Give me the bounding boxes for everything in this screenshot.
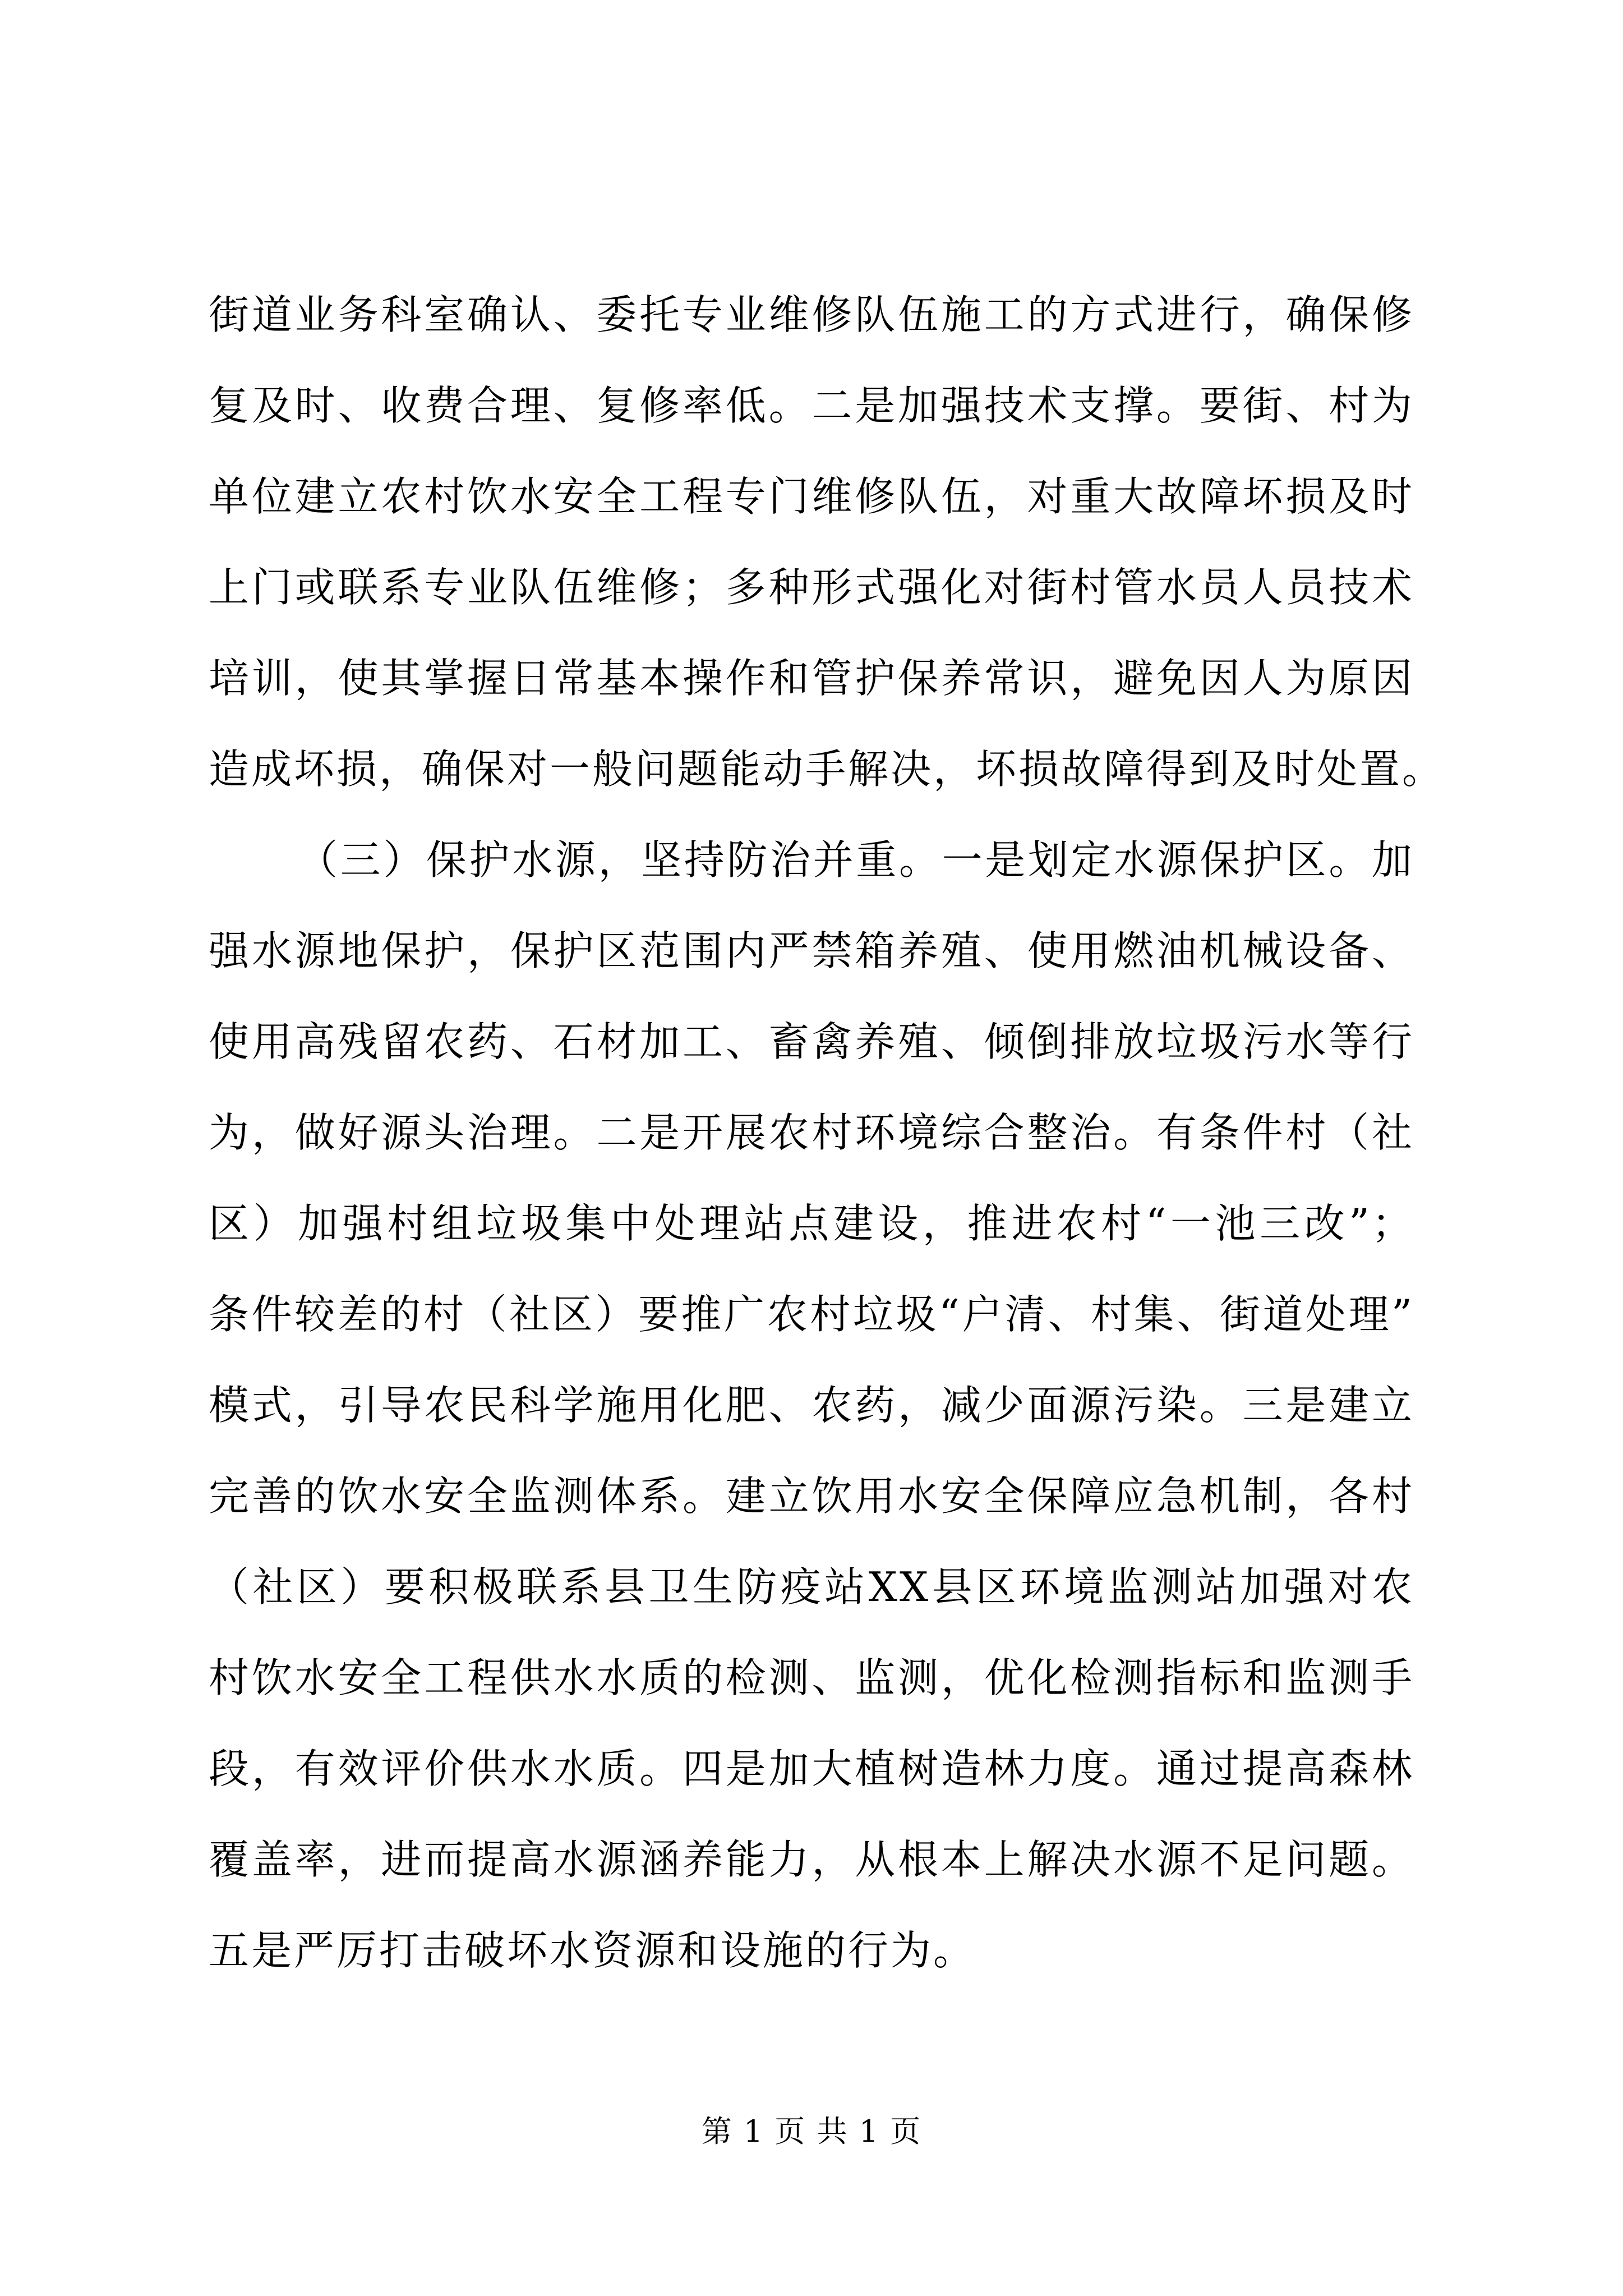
text-line: 培训，使其掌握日常基本操作和管护保养常识，避免因人为原因 [209,655,1414,702]
text-line: 上门或联系专业队伍维修；多种形式强化对街村管水员人员技术 [209,564,1414,611]
text-line: 复及时、收费合理、复修率低。二是加强技术支撑。要街、村为 [209,382,1414,429]
text-line: 使用高残留农药、石材加工、畜禽养殖、倾倒排放垃圾污水等行 [209,1018,1414,1065]
text-line: （社区）要积极联系县卫生防疫站XX县区环境监测站加强对农 [209,1563,1414,1611]
text-line: 单位建立农村饮水安全工程专门维修队伍，对重大故障坏损及时 [209,473,1414,520]
text-line: 街道业务科室确认、委托专业维修队伍施工的方式进行，确保修 [209,291,1414,338]
text-line: 覆盖率，进而提高水源涵养能力，从根本上解决水源不足问题。 [209,1836,1414,1883]
text-line: 区）加强村组垃圾集中处理站点建设，推进农村“一池三改”； [209,1200,1414,1247]
text-line: 模式，引导农民科学施用化肥、农药，减少面源污染。三是建立 [209,1382,1414,1429]
text-line: 村饮水安全工程供水水质的检测、监测，优化检测指标和监测手 [209,1654,1414,1701]
text-line: 条件较差的村（社区）要推广农村垃圾“户清、村集、街道处理” [209,1291,1414,1338]
text-line: 造成坏损，确保对一般问题能动手解决，坏损故障得到及时处置。 [209,746,1445,793]
text-line: 段，有效评价供水水质。四是加大植树造林力度。通过提高森林 [209,1745,1414,1792]
page-footer: 第 1 页 共 1 页 [701,2114,922,2149]
text-line: 完善的饮水安全监测体系。建立饮用水安全保障应急机制，各村 [209,1473,1414,1520]
text-line: 强水源地保护，保护区范围内严禁箱养殖、使用燃油机械设备、 [209,927,1414,974]
document-body [209,291,1445,2018]
section-heading-line: （三）保护水源，坚持防治并重。一是划定水源保护区。加 [297,836,1414,884]
text-line-last: 五是严厉打击破坏水资源和设施的行为。 [209,1927,976,1974]
text-line: 为，做好源头治理。二是开展农村环境综合整治。有条件村（社 [209,1109,1414,1156]
